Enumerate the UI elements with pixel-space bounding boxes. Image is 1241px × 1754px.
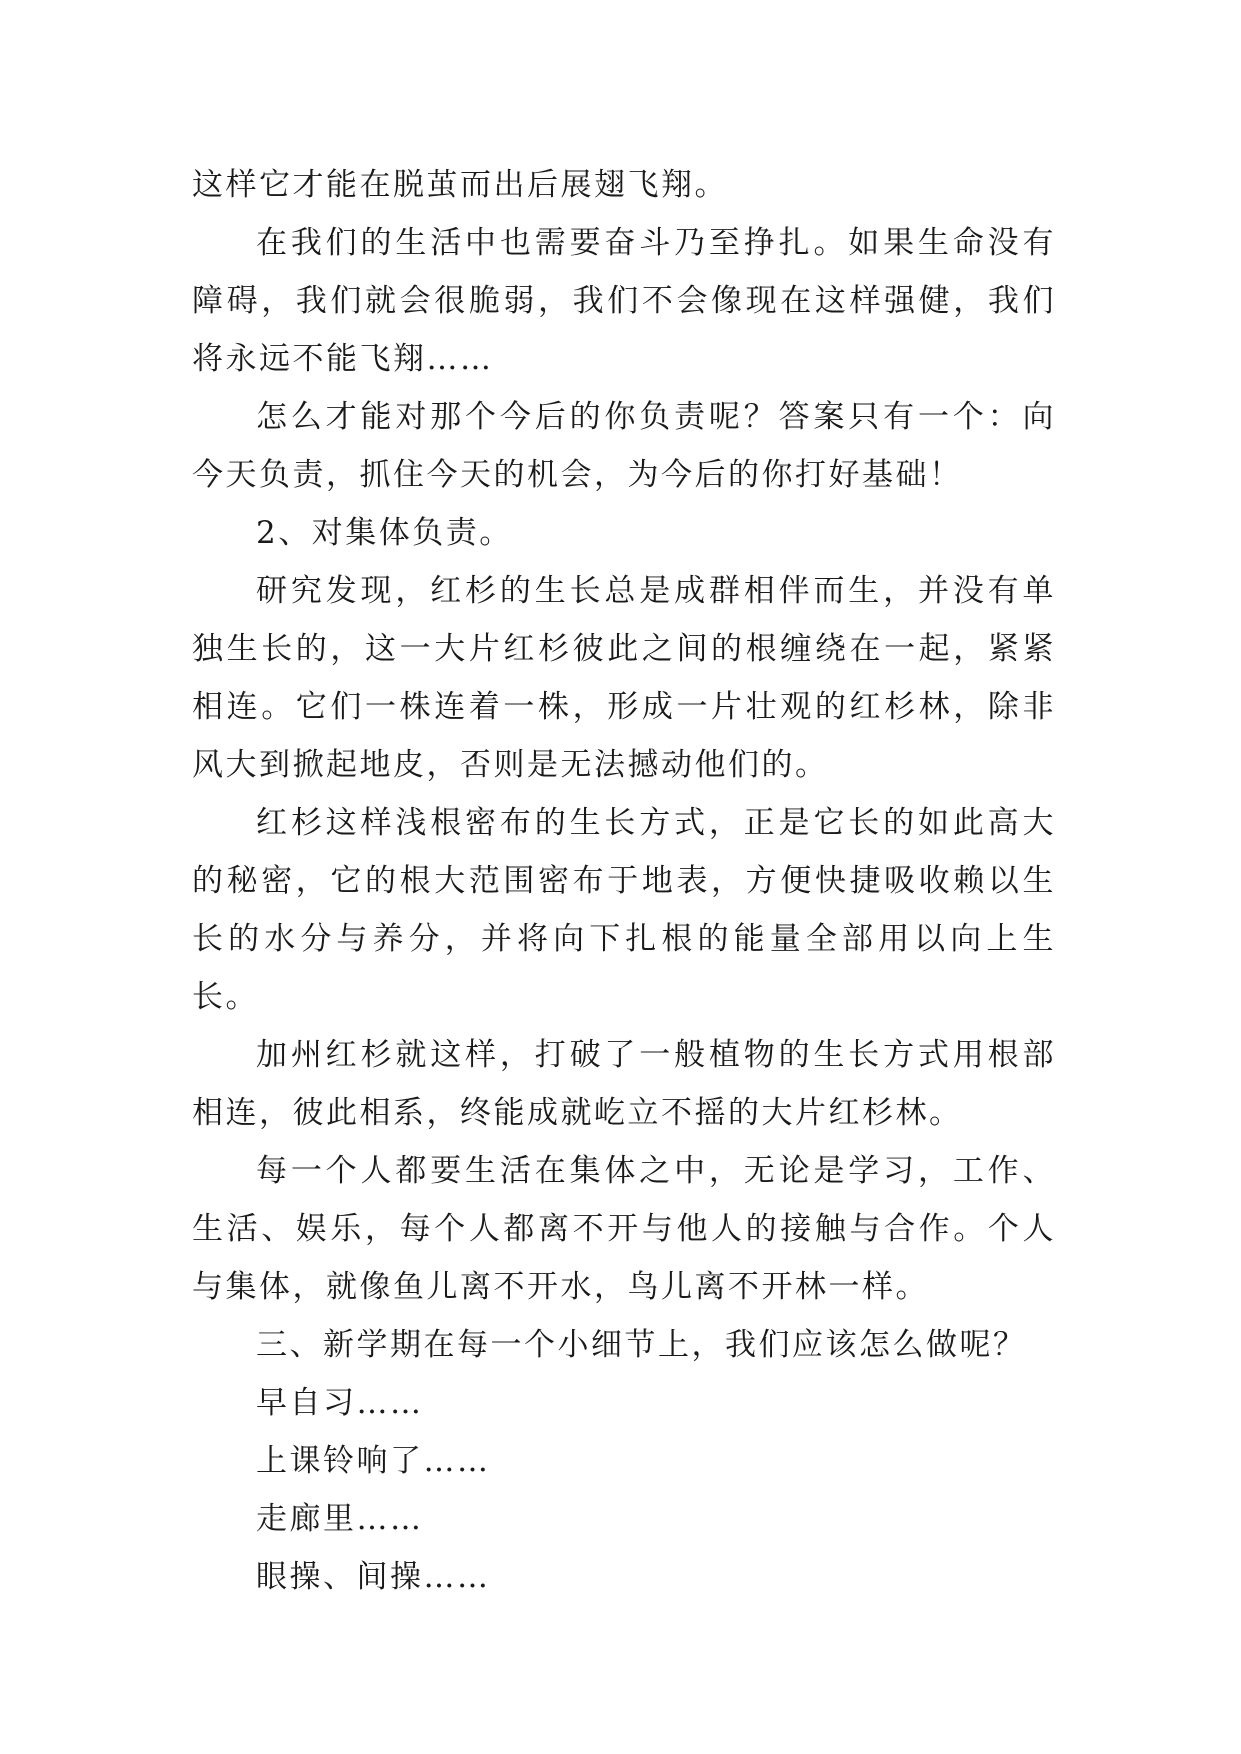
- list-item-morning-study: 早自习……: [256, 1385, 424, 1421]
- paragraph-7: 加州红杉就这样，打破了一般植物的生长方式用根部相连，彼此相系，终能成就屹立不摇的大片红杉林。: [192, 1037, 1056, 1131]
- paragraph-8: 每一个人都要生活在集体之中，无论是学习，工作、生活、娱乐，每个人都离不开与他人的接触与合作。个人与集体，就像鱼儿离不开水，鸟儿离不开林一样。: [192, 1153, 1056, 1305]
- document-body: [192, 156, 1056, 1606]
- paragraph-6: 红杉这样浅根密布的生长方式，正是它长的如此高大的秘密，它的根大范围密布于地表，方便快捷吸收赖以生长的水分与养分，并将向下扎根的能量全部用以向上生长。: [192, 805, 1056, 1015]
- paragraph-2: 在我们的生活中也需要奋斗乃至挣扎。如果生命没有障碍，我们就会很脆弱，我们不会像现在这样强健，我们将永远不能飞翔……: [192, 225, 1056, 377]
- section-heading-collective: 2、对集体负责。: [256, 515, 513, 551]
- paragraph-5: 研究发现，红杉的生长总是成群相伴而生，并没有单独生长的，这一大片红杉彼此之间的根缠绕在一起，紧紧相连。它们一株连着一株，形成一片壮观的红杉林，除非风大到掀起地皮，否则是无法撼动他们的。: [192, 573, 1056, 783]
- list-item-class-bell: 上课铃响了……: [256, 1443, 491, 1479]
- paragraph-1: 这样它才能在脱茧而出后展翅飞翔。: [192, 167, 728, 203]
- section-heading-new-term: 三、新学期在每一个小细节上，我们应该怎么做呢？: [256, 1327, 1027, 1363]
- paragraph-3: 怎么才能对那个今后的你负责呢？答案只有一个：向今天负责，抓住今天的机会，为今后的你打好基础！: [192, 399, 1056, 493]
- list-item-corridor: 走廊里……: [256, 1501, 424, 1537]
- list-item-exercises: 眼操、间操……: [256, 1559, 491, 1595]
